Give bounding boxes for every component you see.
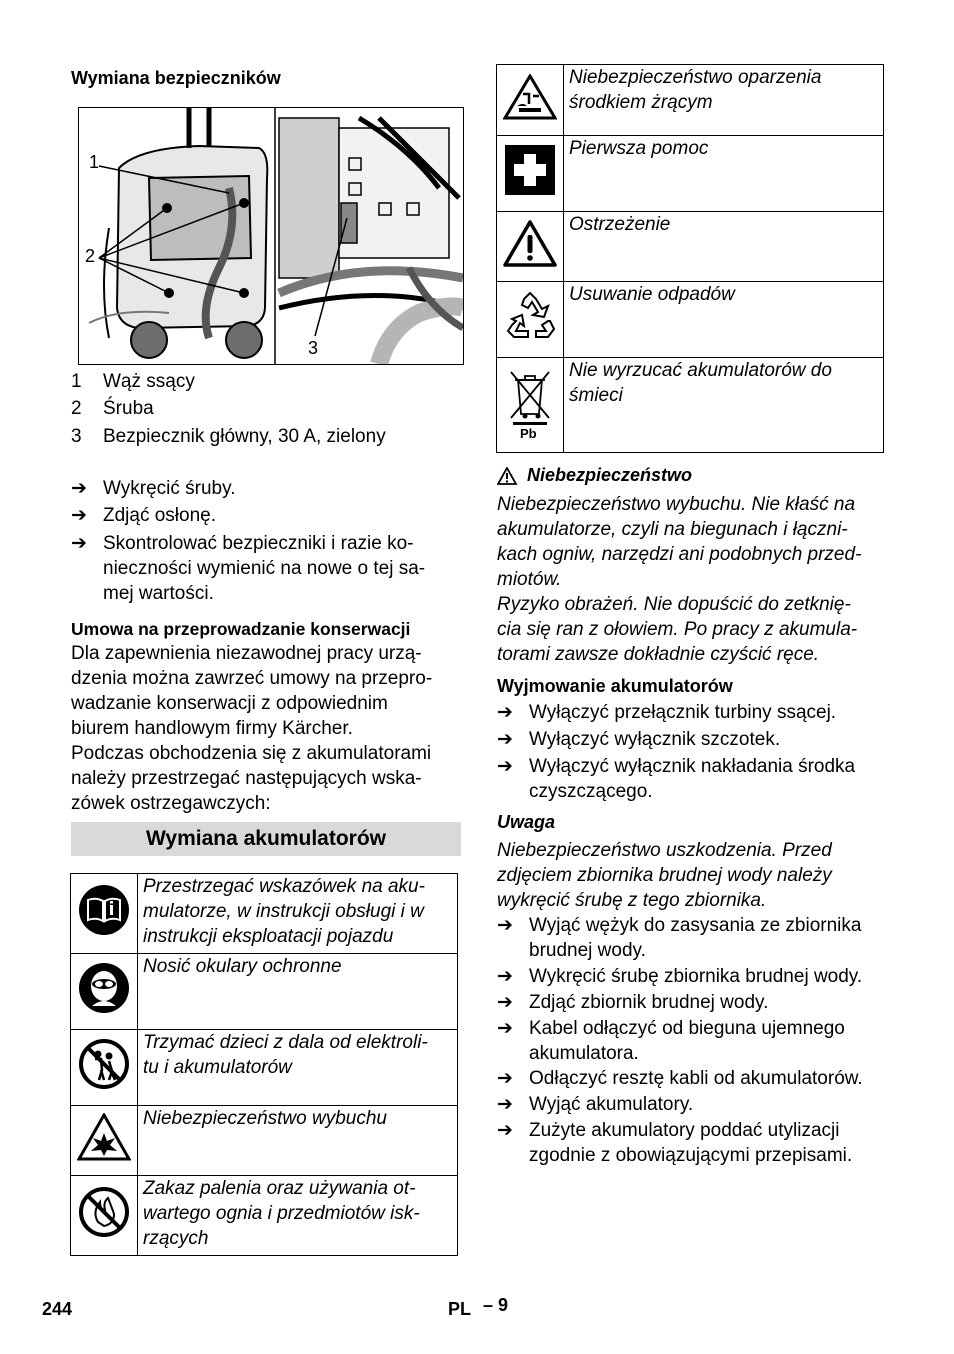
battery-removal-heading: Wyjmowanie akumulatorów	[497, 676, 733, 696]
instruction-step	[497, 700, 892, 725]
arrow-icon: ➔	[71, 505, 87, 526]
symbol-row	[497, 358, 884, 453]
arrow-icon: ➔	[497, 729, 513, 750]
step-text-line: Skontrolować bezpieczniki i razie ko-	[103, 533, 414, 554]
paragraph-line: należy przestrzegać następujących wska-	[71, 768, 422, 789]
symbol-text-line: Ostrzeżenie	[569, 214, 671, 235]
step-text-line: Zdjąć zbiornik brudnej wody.	[529, 992, 769, 1013]
symbol-text-line: Przestrzegać wskazówek na aku-	[143, 876, 425, 897]
step-text-line: Wyłączyć przełącznik turbiny ssącej.	[529, 702, 837, 723]
arrow-icon: ➔	[497, 1018, 513, 1039]
instruction-step	[497, 1092, 892, 1117]
corrosive-icon	[497, 65, 564, 136]
symbol-text-line: Niebezpieczeństwo wybuchu	[143, 1108, 387, 1129]
language-code: PL	[448, 1299, 472, 1319]
instruction-step	[497, 990, 892, 1015]
instruction-step	[497, 754, 892, 804]
note-paragraph	[497, 838, 892, 913]
paragraph-line: akumulatorze, czyli na biegunach i łączni-	[497, 519, 848, 540]
fuse-replacement-figure	[78, 107, 464, 365]
paragraph-line: zdjęciem zbiornika brudnej wody należy	[497, 865, 832, 886]
arrow-icon: ➔	[497, 756, 513, 777]
symbol-text-line: Nosić okulary ochronne	[143, 956, 342, 977]
legend-item	[71, 396, 154, 421]
pb-label: Pb	[520, 425, 537, 440]
section-number: – 9	[483, 1295, 509, 1315]
paragraph-line: Niebezpieczeństwo uszkodzenia. Przed	[497, 840, 832, 861]
instruction-step	[497, 1118, 892, 1168]
step-text-line: czyszczącego.	[529, 781, 653, 802]
symbol-text	[564, 282, 884, 358]
section-heading-fuses: Wymiana bezpieczników	[71, 68, 281, 88]
legend-text: Wąż ssący	[103, 371, 195, 392]
step-text-line: Wyłączyć wyłącznik nakładania środka	[529, 756, 856, 777]
callout-3: 3	[308, 338, 319, 358]
instruction-step	[497, 913, 892, 963]
symbol-row	[71, 1176, 458, 1256]
symbol-row	[71, 954, 458, 1030]
legend-number: 3	[71, 426, 82, 447]
symbol-text	[138, 1176, 458, 1256]
symbol-row	[497, 65, 884, 136]
symbol-text	[564, 136, 884, 212]
contract-paragraph	[71, 641, 466, 816]
manual-icon	[71, 874, 138, 954]
symbol-row	[71, 1030, 458, 1106]
symbol-text-line: instrukcji eksploatacji pojazdu	[143, 926, 394, 947]
arrow-icon: ➔	[71, 533, 87, 554]
symbol-row	[497, 136, 884, 212]
symbol-text-line: środkiem żrącym	[569, 92, 713, 113]
step-text-line: Kabel odłączyć od bieguna ujemnego	[529, 1018, 845, 1039]
symbol-text	[138, 874, 458, 954]
danger-heading: Niebezpieczeństwo	[527, 465, 693, 485]
legend-number: 1	[71, 371, 82, 392]
step-text-line: akumulatora.	[529, 1043, 639, 1064]
arrow-icon: ➔	[497, 702, 513, 723]
paragraph-line: Dla zapewnienia niezawodnej pracy urzą-	[71, 643, 422, 664]
paragraph-line: cia się ran z ołowiem. Po pracy z akumula-	[497, 619, 858, 640]
arrow-icon: ➔	[497, 1068, 513, 1089]
arrow-icon: ➔	[497, 966, 513, 987]
paragraph-line: biurem handlowym firmy Kärcher.	[71, 718, 353, 739]
recycle-icon	[497, 282, 564, 358]
legend-number: 2	[71, 398, 82, 419]
step-text-line: Zużyte akumulatory poddać utylizacji	[529, 1120, 840, 1141]
callout-1: 1	[89, 152, 100, 172]
paragraph-line: wykręcić śrubę z tego zbiornika.	[497, 890, 767, 911]
paragraph-line: miotów.	[497, 569, 562, 590]
symbol-text-line: Usuwanie odpadów	[569, 284, 735, 305]
page-number: 244	[42, 1299, 73, 1319]
step-text: Zdjąć osłonę.	[103, 505, 217, 526]
step-text-line: Odłączyć resztę kabli od akumulatorów.	[529, 1068, 863, 1089]
arrow-icon: ➔	[497, 1120, 513, 1141]
instruction-step	[497, 964, 892, 989]
no-children-icon	[71, 1030, 138, 1106]
instruction-step	[497, 1016, 892, 1066]
paragraph-line: wadzanie konserwacji z odpowiednim	[71, 693, 388, 714]
instruction-step	[497, 1066, 892, 1091]
step-text-line: nieczności wymienić na nowe o tej sa-	[103, 558, 426, 579]
symbol-row	[497, 212, 884, 282]
paragraph-line: zówek ostrzegawczych:	[71, 793, 271, 814]
step-text-line: Wyjąć wężyk do zasysania ze zbiornika	[529, 915, 862, 936]
paragraph-line: dzenia można zawrzeć umowy na przepro-	[71, 668, 433, 689]
symbol-text	[564, 65, 884, 136]
symbol-text	[564, 212, 884, 282]
legend-item	[71, 369, 195, 394]
symbol-text-line: wartego ognia i przedmiotów isk-	[143, 1203, 420, 1224]
callout-2: 2	[85, 246, 96, 266]
symbol-text	[564, 358, 884, 453]
symbol-text-line: śmieci	[569, 385, 623, 406]
step-text-line: zgodnie z obowiązującymi przepisami.	[529, 1145, 853, 1166]
symbol-text	[138, 1030, 458, 1106]
warning-icon	[497, 212, 564, 282]
legend-item	[71, 424, 386, 449]
arrow-icon: ➔	[71, 478, 87, 499]
symbol-text-line: Trzymać dzieci z dala od elektroli-	[143, 1032, 428, 1053]
legend-text: Bezpiecznik główny, 30 A, zielony	[103, 426, 386, 447]
symbol-text-line: Pierwsza pomoc	[569, 138, 709, 159]
symbol-text	[138, 954, 458, 1030]
paragraph-line: torami zawsze dokładnie czyścić ręce.	[497, 644, 820, 665]
symbol-row	[497, 282, 884, 358]
contract-heading: Umowa na przeprowadzanie konserwacji	[71, 619, 411, 639]
goggles-icon	[71, 954, 138, 1030]
symbol-row	[71, 1106, 458, 1176]
warning-triangle-icon	[497, 467, 517, 485]
symbol-text-line: mulatorze, w instrukcji obsługi i w	[143, 901, 424, 922]
danger-paragraph	[497, 492, 892, 667]
step-text-line: mej wartości.	[103, 583, 214, 604]
symbol-text	[138, 1106, 458, 1176]
machine-illustration	[79, 108, 463, 364]
arrow-icon: ➔	[497, 915, 513, 936]
paragraph-line: Podczas obchodzenia się z akumulatorami	[71, 743, 432, 764]
symbol-text-line: tu i akumulatorów	[143, 1057, 292, 1078]
step-text-line: Wyjąć akumulatory.	[529, 1094, 694, 1115]
danger-heading-row	[497, 463, 692, 488]
legend-text: Śruba	[103, 398, 154, 419]
step-text-line: brudnej wody.	[529, 940, 646, 961]
instruction-step	[71, 531, 461, 606]
explosion-icon	[71, 1106, 138, 1176]
paragraph-line: Niebezpieczeństwo wybuchu. Nie kłaść na	[497, 494, 856, 515]
arrow-icon: ➔	[497, 1094, 513, 1115]
symbol-text-line: Zakaz palenia oraz używania ot-	[143, 1178, 416, 1199]
left-symbol-table	[70, 873, 458, 1256]
right-symbol-table	[496, 64, 884, 453]
paragraph-line: Ryzyko obrażeń. Nie dopuścić do zetknię-	[497, 594, 851, 615]
no-bin-pb-icon	[497, 358, 564, 453]
note-heading: Uwaga	[497, 812, 556, 832]
arrow-icon: ➔	[497, 992, 513, 1013]
symbol-text-line: Niebezpieczeństwo oparzenia	[569, 67, 822, 88]
step-text: Wykręcić śruby.	[103, 478, 236, 499]
step-text-line: Wyłączyć wyłącznik szczotek.	[529, 729, 781, 750]
symbol-text-line: rzących	[143, 1228, 209, 1249]
first-aid-icon	[497, 136, 564, 212]
instruction-step	[497, 727, 892, 752]
instruction-step	[71, 476, 461, 501]
battery-replacement-banner: Wymiana akumulatorów	[71, 822, 461, 856]
symbol-text-line: Nie wyrzucać akumulatorów do	[569, 360, 832, 381]
instruction-step	[71, 503, 461, 528]
symbol-row	[71, 874, 458, 954]
step-text-line: Wykręcić śrubę zbiornika brudnej wody.	[529, 966, 863, 987]
paragraph-line: kach ogniw, narzędzi ani podobnych przed-	[497, 544, 862, 565]
no-fire-icon	[71, 1176, 138, 1256]
